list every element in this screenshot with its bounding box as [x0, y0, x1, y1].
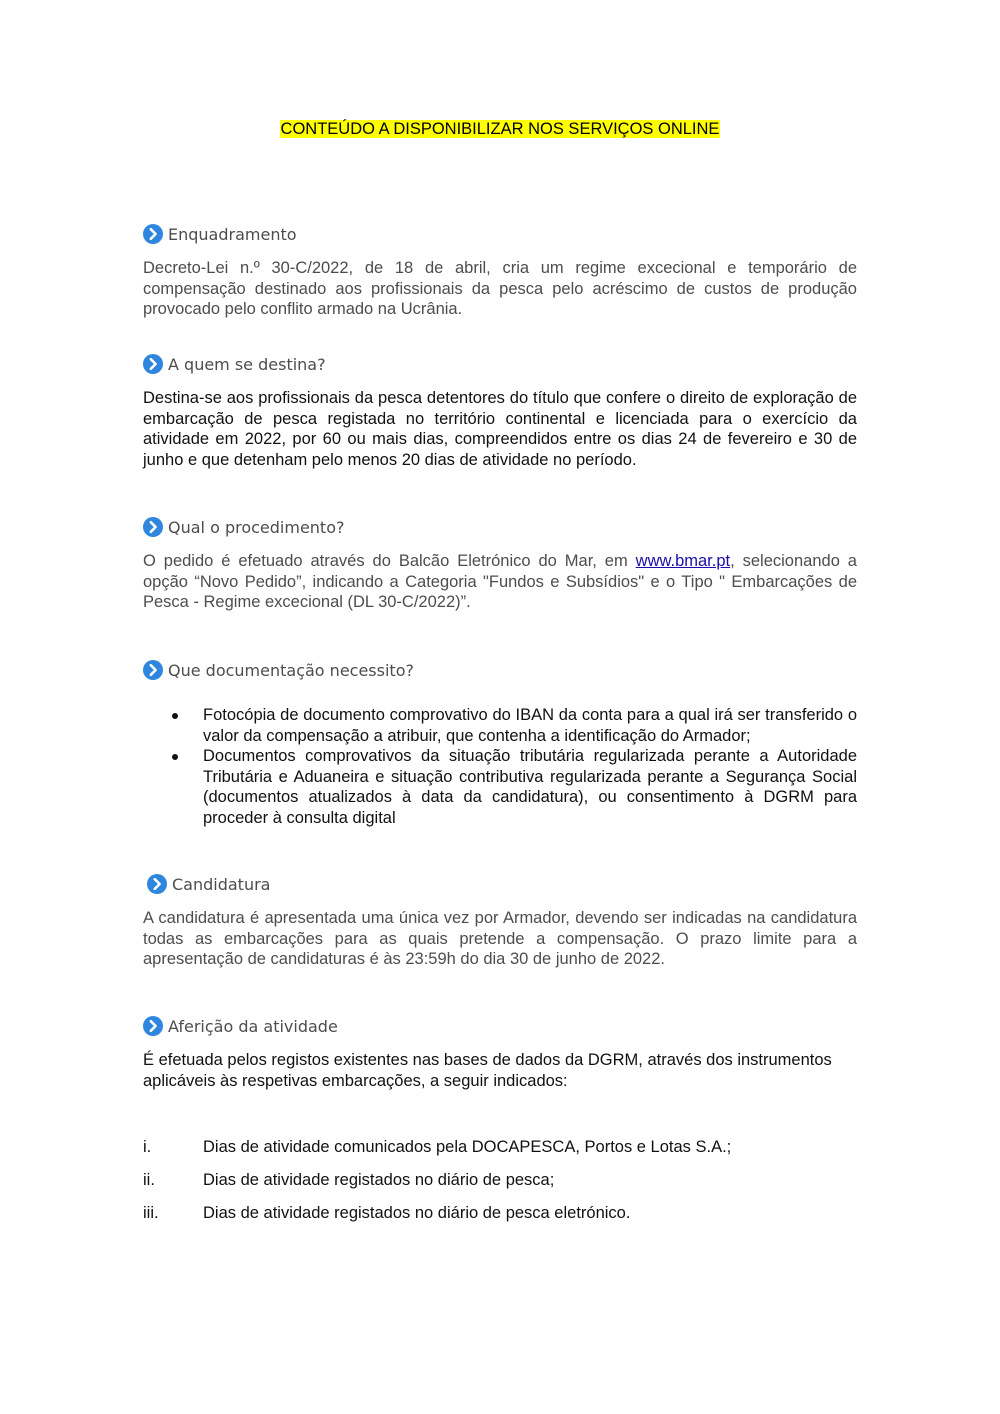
chevron-right-circle-icon [143, 517, 163, 537]
section-destino [143, 352, 857, 470]
text-procedimento [143, 551, 857, 613]
section-afericao [143, 1014, 857, 1091]
text-procedimento-before: O pedido é efetuado através do Balcão Eletrónico do Mar, em [143, 552, 636, 570]
heading-procedimento: Qual o procedimento? [168, 517, 345, 537]
list-item [143, 705, 857, 746]
list-item [143, 746, 857, 828]
bullet-icon [172, 713, 178, 719]
section-candidatura [143, 872, 857, 970]
chevron-right-circle-icon [143, 354, 163, 374]
section-heading [143, 872, 857, 896]
heading-afericao: Aferição da atividade [168, 1016, 338, 1036]
bullet-icon [172, 754, 178, 760]
text-enquadramento: Decreto-Lei n.º 30-C/2022, de 18 de abril, cria um regime excecional e temporário de compensação destinado aos profissionais da pesca pelo acréscimo de custos de produção provocado pelo conflito armado na Ucrânia. [143, 259, 857, 318]
chevron-right-circle-icon [143, 224, 163, 244]
section-heading [143, 658, 857, 682]
section-procedimento [143, 515, 857, 613]
list-item-text: Dias de atividade comunicados pela DOCAPESCA, Portos e Lotas S.A.; [203, 1138, 732, 1156]
heading-destino: A quem se destina? [168, 354, 326, 374]
list-item-text: Fotocópia de documento comprovativo do IBAN da conta para a qual irá ser transferido o valor da compensação a atribuir, que contenha a identificação do Armador; [203, 706, 857, 745]
section-heading [143, 1014, 857, 1038]
list-item-text: Dias de atividade registados no diário de pesca eletrónico. [203, 1204, 631, 1222]
list-item-text: Dias de atividade registados no diário de pesca; [203, 1171, 555, 1189]
chevron-right-circle-icon [143, 660, 163, 680]
list-item-number: ii. [143, 1171, 155, 1189]
text-afericao: É efetuada pelos registos existentes nas bases de dados da DGRM, através dos instrumentos aplicáveis às respetivas embarcações, a seguir indicados: [143, 1051, 832, 1090]
section-heading [143, 515, 857, 539]
page-title: CONTEÚDO A DISPONIBILIZAR NOS SERVIÇOS ONLINE [280, 120, 720, 138]
section-documentacao [143, 658, 857, 828]
heading-documentacao: Que documentação necessito? [168, 660, 414, 680]
list-item-number: iii. [143, 1204, 159, 1222]
heading-candidatura: Candidatura [172, 874, 271, 894]
chevron-right-circle-icon [147, 874, 167, 894]
text-procedimento-after: , selecionando a opção “Novo Pedido”, indicando a Categoria "Fundos e Subsídios" e o Tipo " Embarcações de Pesca - Regime excecional (DL 30-C/2022)”. [143, 552, 857, 611]
chevron-right-circle-icon [143, 1016, 163, 1036]
title-wrap [0, 118, 1000, 140]
list-item-number: i. [143, 1138, 152, 1156]
section-heading [143, 222, 857, 246]
list-item-text: Documentos comprovativos da situação tributária regularizada perante a Autoridade Tributária e Aduaneira e situação contributiva regularizada perante a Segurança Social (documentos atualizados à data da candidatura), ou consentimento à DGRM para proceder à consulta digital [203, 747, 857, 827]
text-destino: Destina-se aos profissionais da pesca detentores do título que confere o direito de exploração de embarcação de pesca registada no território continental e licenciada para o exercício da atividade em 2022, por 60 ou mais dias, compreendidos entre os dias 24 de fevereiro e 30 de junho e que detenham pelo menos 20 dias de atividade no período. [143, 389, 857, 469]
bmar-link[interactable]: www.bmar.pt [635, 552, 731, 570]
text-candidatura: A candidatura é apresentada uma única vez por Armador, devendo ser indicadas na candidatura todas as embarcações para as quais pretende a compensação. O prazo limite para a apresentação de candidaturas é às 23:59h do dia 30 de junho de 2022. [143, 909, 857, 968]
section-enquadramento [143, 222, 857, 320]
section-heading [143, 352, 857, 376]
documentacao-list [143, 705, 857, 828]
heading-enquadramento: Enquadramento [168, 224, 297, 244]
